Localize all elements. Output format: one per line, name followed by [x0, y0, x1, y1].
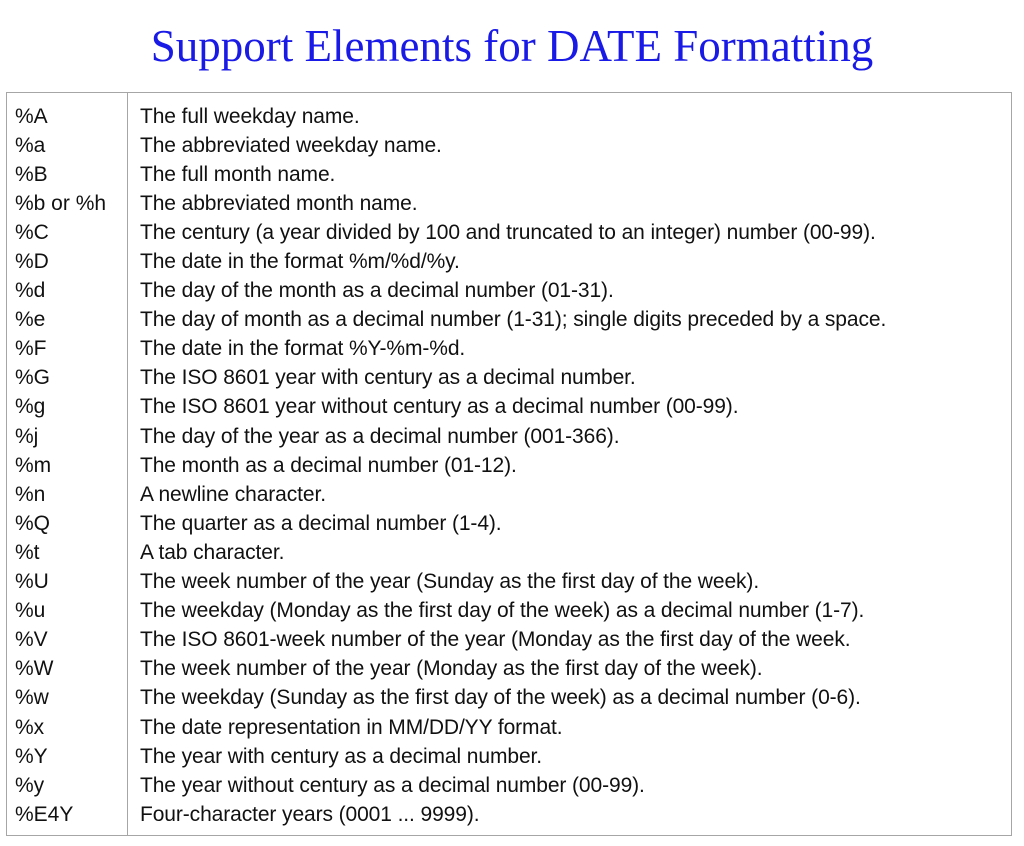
- format-code: %g: [15, 395, 46, 419]
- format-code: %B: [15, 162, 48, 186]
- table-row: [7, 306, 1011, 335]
- format-code: %A: [15, 104, 48, 128]
- format-code: %U: [15, 570, 49, 594]
- table-row: [7, 364, 1011, 393]
- table-row: [7, 713, 1011, 742]
- format-description: A newline character.: [140, 482, 326, 506]
- format-code: %b or %h: [15, 191, 107, 215]
- format-code: %d: [15, 279, 46, 303]
- table-row: [7, 684, 1011, 713]
- table-row: [7, 626, 1011, 655]
- format-description: The century (a year divided by 100 and truncated to an integer) number (00-99).: [140, 220, 876, 244]
- format-code: %u: [15, 599, 46, 623]
- format-description: The abbreviated weekday name.: [140, 133, 442, 157]
- format-description: The day of month as a decimal number (1-31); single digits preceded by a space.: [140, 308, 887, 332]
- format-description: The year without century as a decimal number (00-99).: [140, 773, 645, 797]
- format-description: The week number of the year (Sunday as the first day of the week).: [140, 570, 760, 594]
- table-row: [7, 509, 1011, 538]
- format-description: A tab character.: [140, 540, 285, 564]
- format-description: The full weekday name.: [140, 104, 360, 128]
- table-row: [7, 771, 1011, 800]
- format-code: %x: [15, 715, 45, 739]
- format-table: [6, 92, 1012, 836]
- table-row: [7, 247, 1011, 276]
- format-code: %V: [15, 628, 48, 652]
- table-row: [7, 189, 1011, 218]
- format-description: The date in the format %Y-%m-%d.: [140, 337, 466, 361]
- format-code: %D: [15, 250, 49, 274]
- format-description: The date in the format %m/%d/%y.: [140, 250, 460, 274]
- format-code: %F: [15, 337, 47, 361]
- format-description: The day of the month as a decimal number (01-31).: [140, 279, 614, 303]
- table-row: [7, 393, 1011, 422]
- format-code: %n: [15, 482, 46, 506]
- table-row: [7, 597, 1011, 626]
- format-code: %G: [15, 366, 51, 390]
- table-row: [7, 422, 1011, 451]
- format-description: The day of the year as a decimal number (001-366).: [140, 424, 620, 448]
- table-row: [7, 218, 1011, 247]
- format-description: The ISO 8601 year with century as a decimal number.: [140, 366, 636, 390]
- format-code: %C: [15, 220, 49, 244]
- page-title: Support Elements for DATE Formatting: [150, 21, 874, 71]
- table-row: [7, 160, 1011, 189]
- table-row: [7, 131, 1011, 160]
- table-row: [7, 800, 1011, 829]
- format-description: The abbreviated month name.: [140, 191, 418, 215]
- table-row: [7, 335, 1011, 364]
- format-code: %w: [15, 686, 49, 710]
- format-description: The weekday (Monday as the first day of the week) as a decimal number (1-7).: [140, 599, 865, 623]
- table-row: [7, 568, 1011, 597]
- format-description: Four-character years (0001 ... 9999).: [140, 802, 480, 826]
- table-row: [7, 480, 1011, 509]
- format-description: The week number of the year (Monday as the first day of the week).: [140, 657, 763, 681]
- format-description: The year with century as a decimal number.: [140, 744, 542, 768]
- format-code: %e: [15, 308, 46, 332]
- format-code: %j: [15, 424, 39, 448]
- format-code: %Q: [15, 511, 51, 535]
- format-description: The ISO 8601 year without century as a decimal number (00-99).: [140, 395, 739, 419]
- table-row: [7, 277, 1011, 306]
- table-row: [7, 742, 1011, 771]
- format-description: The date representation in MM/DD/YY format.: [140, 715, 563, 739]
- table-body: [7, 102, 1011, 829]
- format-code: %a: [15, 133, 46, 157]
- table-row: [7, 451, 1011, 480]
- format-code: %m: [15, 453, 52, 477]
- format-description: The month as a decimal number (01-12).: [140, 453, 517, 477]
- format-code: %y: [15, 773, 45, 797]
- format-code: %E4Y: [15, 802, 74, 826]
- format-code: %W: [15, 657, 54, 681]
- format-code: %Y: [15, 744, 48, 768]
- table-row: [7, 102, 1011, 131]
- format-code: %t: [15, 540, 40, 564]
- table-row: [7, 655, 1011, 684]
- format-description: The quarter as a decimal number (1-4).: [140, 511, 502, 535]
- format-description: The ISO 8601-week number of the year (Monday as the first day of the week.: [140, 628, 851, 652]
- format-description: The weekday (Sunday as the first day of the week) as a decimal number (0-6).: [140, 686, 861, 710]
- table-row: [7, 538, 1011, 567]
- format-description: The full month name.: [140, 162, 336, 186]
